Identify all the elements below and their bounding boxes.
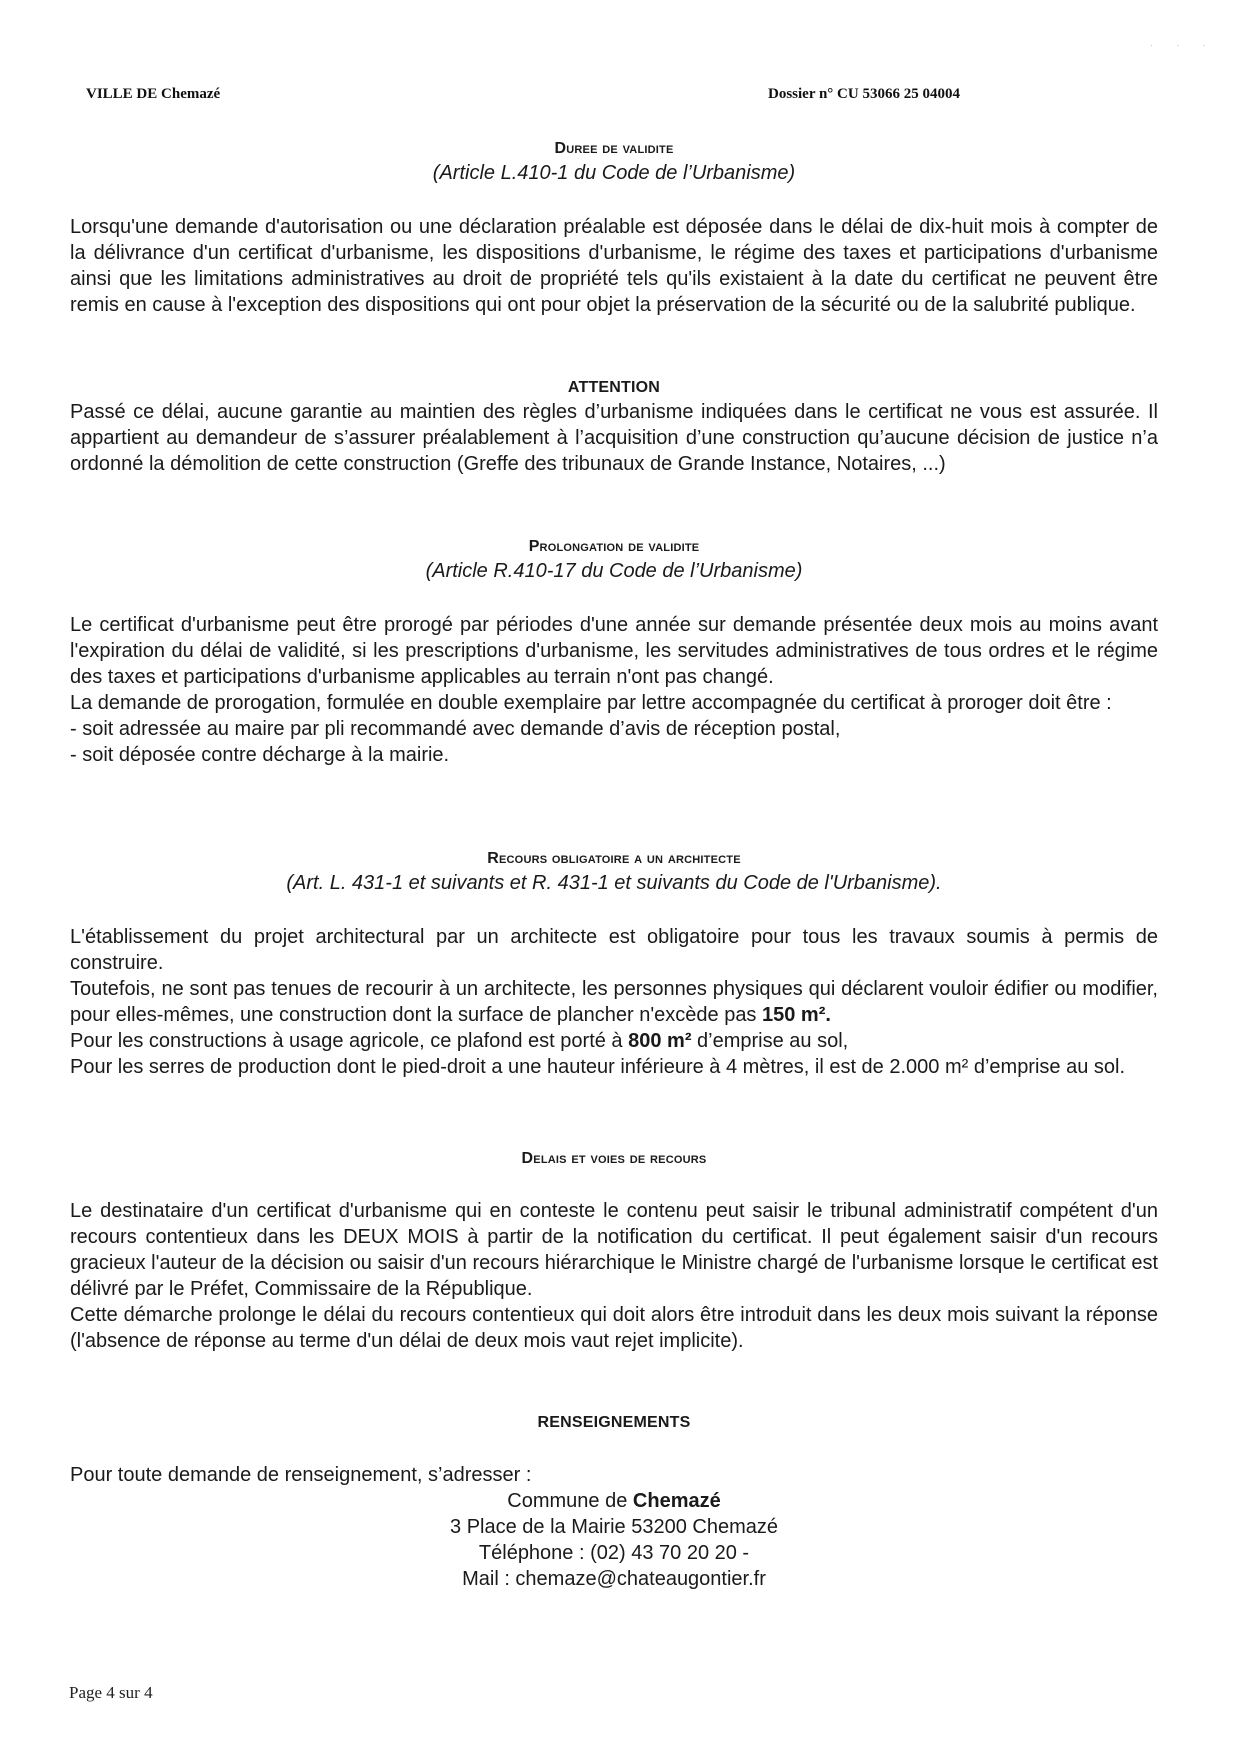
section-paragraph: Passé ce délai, aucune garantie au maintien des règles d’urbanisme indiquées dans le certificat ne vous est assurée. Il appartient au demandeur de s’assurer préalablement à l’acquisition d’une construction qu’aucune décision de justice n’a ordonné la démolition de cette construction (Greffe des tribunaux de Grande Instance, Notaires, ...) — [70, 401, 1158, 475]
section-delais — [70, 1148, 1158, 1354]
section-paragraph: L'établissement du projet architectural par un architecte est obligatoire pour tous les travaux soumis à permis de construire. — [70, 926, 1158, 974]
section-prolongation — [70, 536, 1158, 768]
paragraph-text: Pour les constructions à usage agricole, ce plafond est porté à — [70, 1030, 629, 1052]
section-recours-architecte — [70, 848, 1158, 1080]
header-city: VILLE DE Chemazé — [86, 86, 221, 102]
section-title: Recours obligatoire a un architecte — [487, 850, 741, 867]
section-title: ATTENTION — [567, 379, 661, 396]
list-item: - soit déposée contre décharge à la mairie. — [70, 744, 450, 766]
section-subtitle: (Article L.410-1 du Code de l’Urbanisme) — [432, 162, 796, 184]
section-paragraph: Pour les serres de production dont le pied-droit a une hauteur inférieure à 4 mètres, il est de 2.000 m² d’emprise au sol. — [70, 1056, 1126, 1078]
scan-specks: · · · — [1150, 40, 1216, 51]
section-title: Duree de validite — [554, 140, 674, 157]
section-renseignements — [70, 1412, 1158, 1592]
agricultural-threshold: 800 m² — [628, 1030, 692, 1052]
section-paragraph: Pour toute demande de renseignement, s’adresser : — [70, 1464, 532, 1486]
section-paragraph: Le destinataire d'un certificat d'urbanisme qui en conteste le contenu peut saisir le tribunal administratif compétent d'un recours contentieux dans les DEUX MOIS à partir de la notification du certificat. Il peut également saisir d'un recours gracieux l'auteur de la décision ou saisir d'un recours hiérarchique le Ministre chargé de l'urbanisme lorsque le certificat est délivré par le Préfet, Commissaire de la République. — [70, 1200, 1158, 1300]
header-dossier-number: Dossier n° CU 53066 25 04004 — [768, 86, 960, 102]
paragraph-text: Toutefois, ne sont pas tenues de recourir à un architecte, les personnes physiques qui déclarent vouloir édifier ou modifier, pour elles-mêmes, une construction dont la surface de plancher n'excède pas — [70, 978, 1158, 1026]
section-paragraph — [70, 976, 1158, 1028]
section-paragraph: Cette démarche prolonge le délai du recours contentieux qui doit alors être introduit dans les deux mois suivant la réponse (l'absence de réponse au terme d'un délai de deux mois vaut rejet implicite). — [70, 1304, 1158, 1352]
section-subtitle: (Article R.410-17 du Code de l’Urbanisme) — [425, 560, 803, 582]
section-title: RENSEIGNEMENTS — [537, 1414, 691, 1431]
paragraph-text: d’emprise au sol, — [691, 1030, 849, 1052]
contact-email: Mail : chemaze@chateaugontier.fr — [462, 1568, 766, 1590]
page-number: Page 4 sur 4 — [69, 1683, 153, 1702]
section-paragraph: Le certificat d'urbanisme peut être prorogé par périodes d'une année sur demande présentée deux mois au moins avant l'expiration du délai de validité, si les prescriptions d'urbanisme, les servitudes administratives de tous ordres et le régime des taxes et participations d'urbanisme applicables au terrain n'ont pas changé. — [70, 614, 1158, 688]
contact-text: Commune de — [507, 1490, 633, 1512]
section-subtitle: (Art. L. 431-1 et suivants et R. 431-1 et suivants du Code de l'Urbanisme). — [286, 872, 942, 894]
section-title: Prolongation de validite — [528, 538, 700, 555]
commune-name: Chemazé — [632, 1490, 721, 1512]
surface-threshold: 150 m². — [762, 1004, 831, 1026]
section-paragraph: Lorsqu'une demande d'autorisation ou une déclaration préalable est déposée dans le délai de dix-huit mois à compter de la délivrance d'un certificat d'urbanisme, les dispositions d'urbanisme, le régime des taxes et participations d'urbanisme ainsi que les limitations administratives au droit de propriété tels qu'ils existaient à la date du certificat ne peuvent être remis en cause à l'exception des dispositions qui ont pour objet la préservation de la sécurité ou de la salubrité publique. — [70, 216, 1158, 316]
list-item: - soit adressée au maire par pli recommandé avec demande d’avis de réception postal, — [70, 718, 841, 740]
section-paragraph: La demande de prorogation, formulée en double exemplaire par lettre accompagnée du certificat à proroger doit être : — [70, 692, 1112, 714]
contact-phone: Téléphone : (02) 43 70 20 20 - — [478, 1542, 750, 1564]
section-duree — [70, 138, 1158, 318]
section-title: Delais et voies de recours — [521, 1150, 707, 1167]
section-attention — [70, 377, 1158, 477]
contact-address: 3 Place de la Mairie 53200 Chemazé — [450, 1516, 778, 1538]
section-paragraph — [70, 1028, 1158, 1054]
contact-commune — [70, 1488, 1158, 1514]
